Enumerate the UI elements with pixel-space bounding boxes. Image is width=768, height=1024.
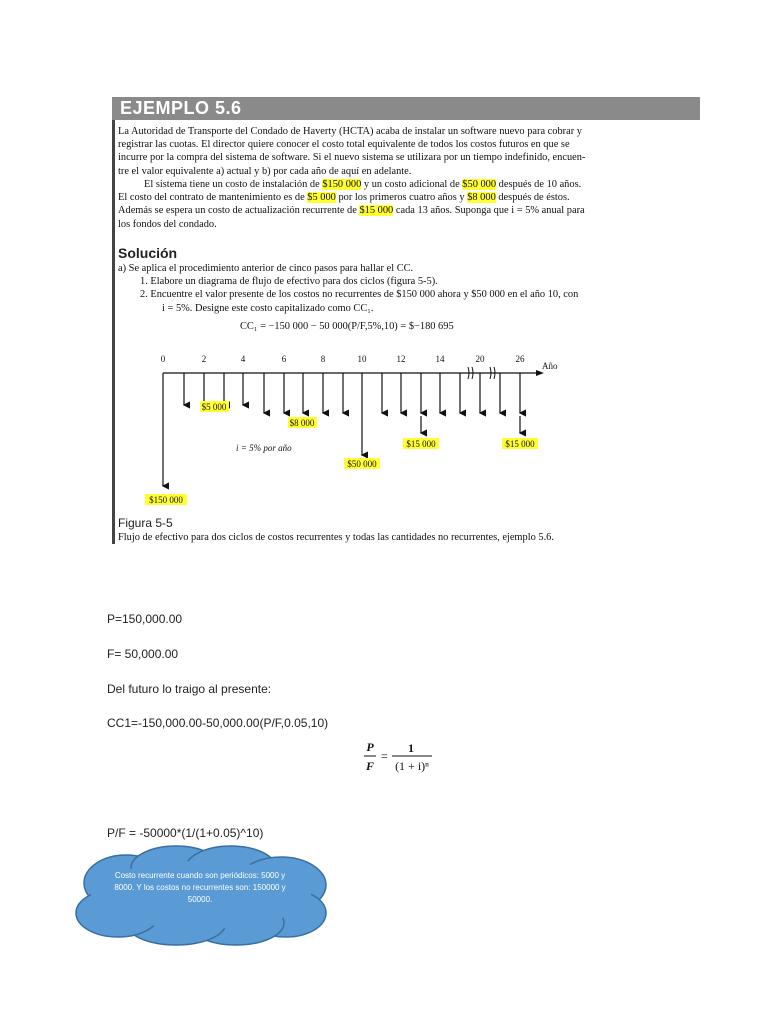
- amount-label-8000: $8 000: [289, 418, 315, 428]
- example-title: EJEMPLO 5.6: [120, 98, 242, 118]
- future-value-f: F= 50,000.00: [107, 647, 179, 661]
- calc-note: Del futuro lo traigo al presente:: [107, 682, 272, 696]
- statement-line: tre el valor equivalente a) actual y b) por cada año de aquí en adelante.: [118, 165, 412, 177]
- step-1: 1. Elabore un diagrama de flujo de efectivo para dos ciclos (figura 5-5).: [140, 276, 438, 288]
- amount-highlight: $8 000: [467, 192, 496, 204]
- tick-label: 12: [396, 354, 406, 364]
- tick-label: 0: [160, 354, 166, 364]
- amount-label-5000: $5 000: [201, 402, 227, 412]
- amount-label-150000: $150 000: [149, 495, 183, 505]
- tick-label: 20: [475, 354, 485, 364]
- cash-flow-arrows: [163, 373, 520, 486]
- amount-label-15000: $15 000: [406, 439, 436, 449]
- eq-denominator: (1 + i)ⁿ: [395, 759, 429, 773]
- cost-line: los fondos del condado.: [118, 218, 217, 230]
- eq-numerator-p: P: [366, 740, 374, 754]
- amount-highlight: $50 000: [462, 179, 497, 190]
- tick-label: 14: [435, 354, 445, 364]
- amount-label-50000: $50 000: [347, 459, 377, 469]
- cost-line: Además se espera un costo de actualización recurrente de $15 000 cada 13 años. Suponga que i = 5% anual para: [118, 205, 585, 217]
- step-2-cont: i = 5%. Designe este costo capitalizado como CC₁.: [162, 302, 374, 314]
- callout-text: Costo recurrente cuando son periódicos: 5000 y 8000. Y los costos no recurrentes son: 150000 y 50000.: [114, 871, 286, 904]
- amount-highlight: $5 000: [307, 192, 336, 204]
- eq-equals: =: [381, 749, 388, 763]
- tick-label: 4: [240, 354, 246, 364]
- tick-label: 6: [281, 354, 287, 364]
- step-2: 2. Encuentre el valor presente de los costos no recurrentes de $150 000 ahora y $50 000 en el año 10, con: [140, 289, 579, 301]
- solution-steps: [118, 262, 700, 315]
- cost-line: El costo del contrato de mantenimiento es de $5 000 por los primeros cuatro años y $8 000 después de éstos.: [118, 192, 570, 204]
- amount-label-15000: $15 000: [505, 439, 535, 449]
- statement-line: La Autoridad de Transporte del Condado de Haverty (HCTA) acaba de instalar un software nuevo para cobrar y: [118, 126, 582, 137]
- axis-label: Año: [542, 361, 558, 371]
- tick-label: 2: [201, 354, 207, 364]
- problem-statement: [118, 125, 700, 178]
- eq-numerator-1: 1: [408, 741, 414, 755]
- amount-highlight: $150 000: [322, 179, 362, 190]
- pf-equation: [360, 738, 440, 780]
- solution-heading: Solución: [118, 245, 178, 261]
- cash-flow-diagram: [118, 350, 588, 516]
- eq-denominator-f: F: [365, 759, 375, 773]
- statement-line: registrar las cuotas. El director quiere conocer el costo total equivalente de todos los costos futuros en que se: [118, 139, 570, 151]
- margin-rule: [112, 120, 115, 544]
- figure-title: Figura 5-5: [118, 516, 173, 530]
- interest-rate-label: i = 5% por año: [236, 443, 292, 453]
- pf-calculation: P/F = -50000*(1/(1+0.05)^10): [107, 826, 264, 840]
- cost-line: El sistema tiene un costo de instalación de $150 000 y un costo adicional de $50 000 después de 10 años.: [144, 179, 582, 190]
- cc1-formula: CC₁ = −150 000 − 50 000(P/F,5%,10) = $−180 695: [240, 321, 454, 332]
- amount-highlight: $15 000: [359, 205, 394, 217]
- statement-line: incurre por la compra del sistema de software. Si el nuevo sistema se utilizara por un tiempo indefinido, encuen-: [118, 152, 586, 164]
- cc1-calculation: CC1=-150,000.00-50,000.00(P/F,0.05,10): [107, 716, 329, 730]
- figure-caption: Flujo de efectivo para dos ciclos de costos recurrentes y todas las cantidades no recurrentes, ejemplo 5.6.: [118, 532, 554, 543]
- tick-label: 8: [320, 354, 326, 364]
- tick-label: 10: [357, 354, 367, 364]
- cost-details: [118, 178, 700, 231]
- step-a: a) Se aplica el procedimiento anterior de cinco pasos para hallar el CC.: [118, 263, 414, 274]
- present-value-p: P=150,000.00: [107, 612, 183, 626]
- tick-label: 26: [515, 354, 525, 364]
- example-header: [112, 97, 700, 120]
